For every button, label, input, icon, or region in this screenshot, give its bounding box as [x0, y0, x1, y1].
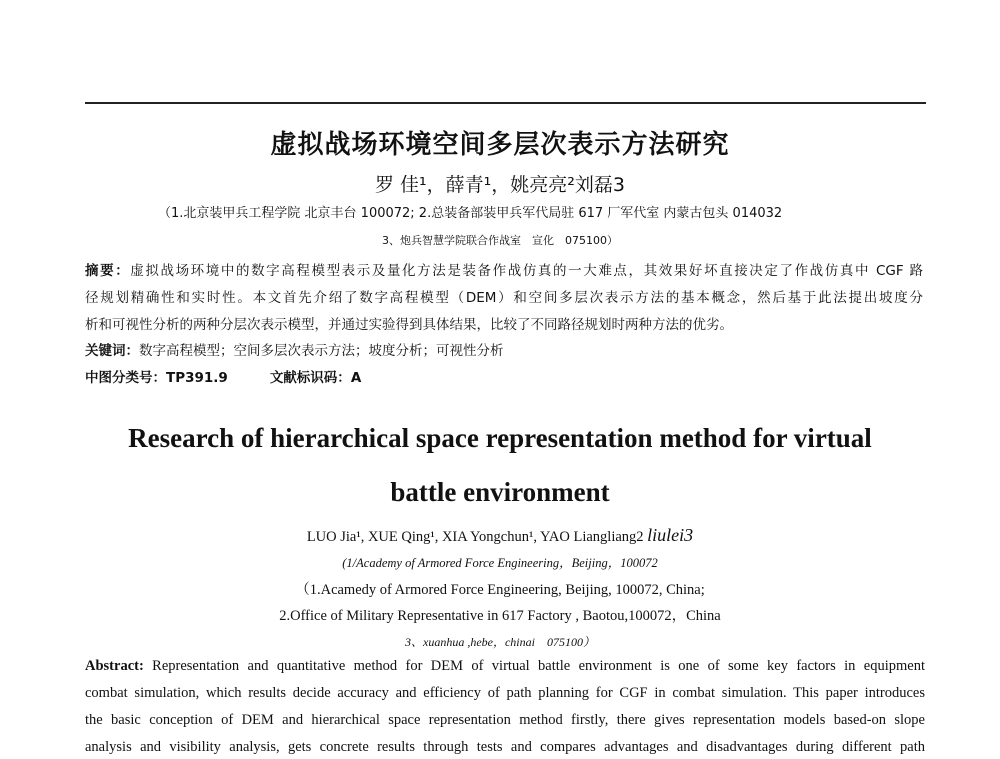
en-authors-text: LUO Jia¹, XUE Qing¹, XIA Yongchun¹, YAO Liangliang2	[306, 529, 644, 545]
en-affiliation-3: 3、xuanhua ,hebe，chinai 075100）	[405, 635, 595, 649]
cn-affiliation-1: （1.北京装甲兵工程学院 北京丰台 100072; 2.总装备部装甲兵军代局驻 617 厂军代室 内蒙古包头 014032	[158, 206, 783, 221]
en-abstract-text: Representation and quantitative method for DEM of virtual battle environment is one of some key factors in equipment	[152, 658, 925, 674]
en-abstract-line: combat simulation, which results decide accuracy and efficiency of path planning for CGF in combat simulation. This paper introduces	[85, 685, 925, 701]
cn-abstract-text: 虚拟战场环境中的数字高程模型表示及量化方法是装备作战仿真的一大难点，其效果好坏直接决定了作战仿真中 CGF 路	[130, 263, 924, 279]
doc-code-value: A	[350, 370, 362, 386]
en-title-line-2: battle environment	[390, 477, 610, 507]
en-abstract-line: the basic conception of DEM and hierarchical space representation method firstly, there gives representation models based-on slope	[85, 712, 925, 728]
clc-value: TP391.9	[166, 370, 228, 386]
cn-affiliation-2: 3、炮兵智慧学院联合作战室 宣化 075100）	[382, 234, 618, 247]
cn-abstract-label: 摘要：	[85, 263, 131, 279]
en-abstract-line	[85, 658, 925, 675]
cn-abstract-line: 径规划精确性和实时性。本文首先介绍了数字高程模型（DEM）和空间多层次表示方法的基本概念，然后基于此法提出坡度分	[85, 290, 923, 306]
cn-title: 虚拟战场环境空间多层次表示方法研究	[270, 130, 730, 160]
header-rule	[85, 102, 926, 104]
cn-keywords-label: 关键词：	[85, 343, 139, 359]
en-affiliation-2: 2.Office of Military Representative in 617 Factory , Baotou,100072，China	[279, 608, 721, 624]
doc-code-label: 文献标识码：	[269, 370, 351, 386]
en-abstract-label: Abstract:	[85, 658, 144, 674]
cn-keywords	[85, 339, 923, 359]
clc-label: 中图分类号：	[85, 370, 166, 386]
en-abstract-line: analysis and visibility analysis, gets concrete results through tests and compares advantages and disadvantages during different path	[85, 739, 925, 755]
cn-authors: 罗 佳¹，薛青¹，姚亮亮²刘磊3	[375, 174, 625, 196]
cn-abstract-line	[85, 259, 923, 279]
cn-keywords-text: 数字高程模型；空间多层次表示方法；坡度分析；可视性分析	[139, 343, 504, 359]
en-authors	[0, 525, 1000, 546]
cn-abstract-line: 析和可视性分析的两种分层次表示模型，并通过实验得到具体结果，比较了不同路径规划时两种方法的优劣。	[85, 317, 733, 333]
en-title-line-1: Research of hierarchical space representation method for virtual	[128, 423, 872, 453]
en-affiliation-1: （1.Acamedy of Armored Force Engineering, Beijing, 100072, China;	[295, 582, 705, 598]
cn-classification	[85, 366, 923, 386]
en-affiliation-italic: (1/Academy of Armored Force Engineering，Beijing，100072	[342, 556, 658, 570]
en-authors-handwritten: liulei3	[647, 525, 694, 545]
